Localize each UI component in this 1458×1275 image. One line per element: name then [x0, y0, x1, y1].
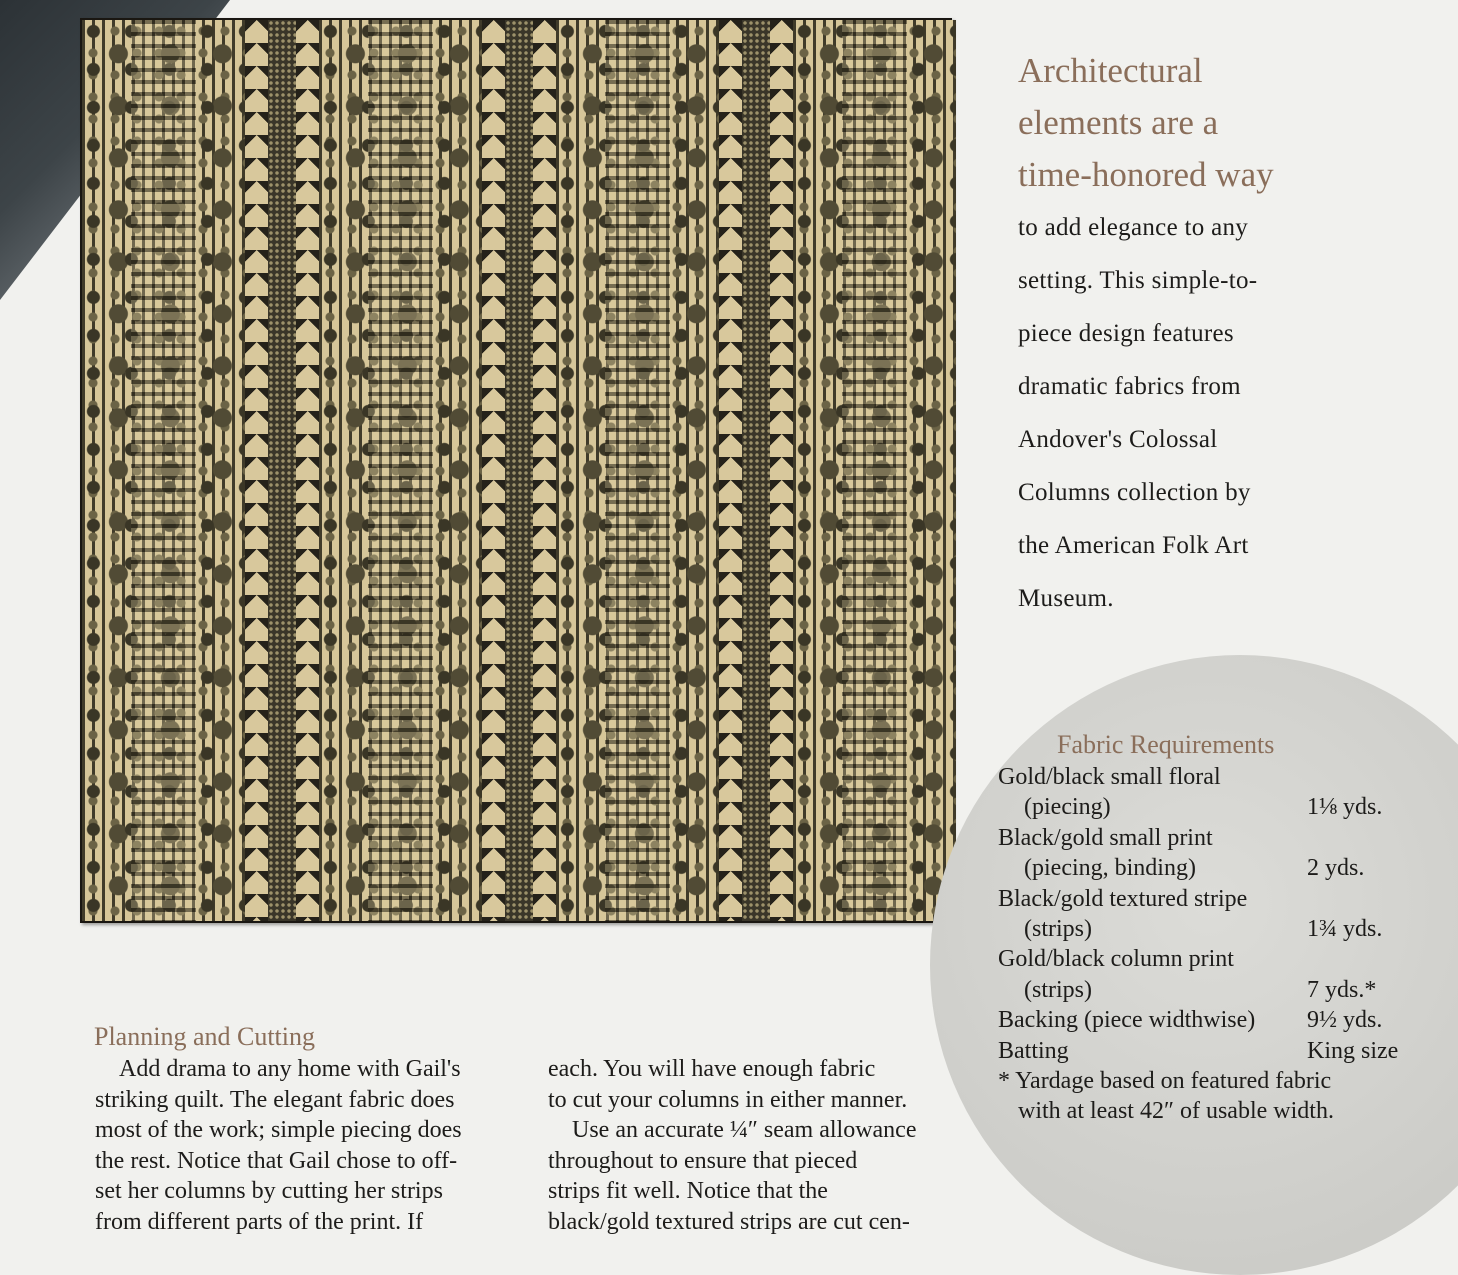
- body-column-right: [548, 1054, 978, 1238]
- intro-lead-line: elements are a: [1018, 103, 1219, 142]
- fabric-label: Gold/black column print: [998, 946, 1234, 973]
- body-line: Add drama to any home with Gail's: [119, 1056, 461, 1082]
- intro-body-line: to add elegance to any: [1018, 214, 1249, 241]
- fabric-rows: [998, 762, 1418, 1066]
- footnote-line: with at least 42″ of usable width.: [1018, 1098, 1334, 1125]
- column-print-strip: [319, 20, 482, 921]
- sawtooth-strip: [533, 20, 556, 921]
- body-line: from different parts of the print. If: [95, 1208, 424, 1235]
- fabric-row: [998, 762, 1418, 792]
- sawtooth-strip: [482, 20, 505, 921]
- fabric-label: Black/gold small print: [998, 824, 1213, 851]
- intro-text: [1018, 45, 1438, 625]
- fabric-quantity: 9½ yds.: [1307, 1007, 1383, 1034]
- body-line: set her columns by cutting her strips: [95, 1178, 443, 1205]
- footnote-line: * Yardage based on featured fabric: [998, 1067, 1332, 1094]
- fabric-row: [998, 944, 1418, 974]
- fabric-row: [998, 823, 1418, 853]
- fabric-quantity: King size: [1307, 1037, 1399, 1064]
- textured-stripe-strip: [505, 20, 533, 921]
- fabric-label: (piecing): [1024, 794, 1111, 821]
- body-line: strips fit well. Notice that the: [548, 1178, 828, 1205]
- section-title: Planning and Cutting: [94, 1022, 315, 1051]
- fabric-label: Backing (piece widthwise): [998, 1007, 1256, 1034]
- fabric-row: [998, 1005, 1418, 1035]
- body-line: the rest. Notice that Gail chose to off-: [95, 1147, 458, 1174]
- intro-lead-line: time-honored way: [1018, 155, 1274, 194]
- fabric-quantity: 1¾ yds.: [1307, 915, 1383, 942]
- fabric-footnote: [998, 1066, 1418, 1127]
- fabric-quantity: 1⅛ yds.: [1307, 794, 1383, 821]
- fabric-row: [998, 884, 1418, 914]
- intro-body-line: the American Folk Art: [1018, 532, 1249, 559]
- fabric-label: Black/gold textured stripe: [998, 885, 1248, 912]
- fabric-label: (piecing, binding): [1024, 855, 1196, 882]
- body-column-left: [95, 1054, 525, 1238]
- fabric-label: Batting: [998, 1037, 1069, 1064]
- intro-lead-line: Architectural: [1018, 51, 1203, 90]
- sawtooth-strip: [296, 20, 319, 921]
- intro-body-line: Andover's Colossal: [1018, 426, 1218, 453]
- fabric-quantity: 2 yds.: [1307, 855, 1365, 882]
- body-line: to cut your columns in either manner.: [548, 1086, 908, 1113]
- column-print-strip: [82, 20, 245, 921]
- body-line: striking quilt. The elegant fabric does: [95, 1086, 455, 1113]
- quilt-photo: [80, 18, 952, 923]
- sawtooth-strip: [770, 20, 793, 921]
- column-print-strip: [793, 20, 956, 921]
- fabric-requirements: [998, 730, 1418, 1127]
- intro-body-line: piece design features: [1018, 320, 1234, 347]
- intro-body-line: dramatic fabrics from: [1018, 373, 1241, 400]
- fabric-quantity: 7 yds.*: [1307, 976, 1377, 1003]
- sawtooth-strip: [719, 20, 742, 921]
- column-print-strip: [556, 20, 719, 921]
- fabric-row: [998, 792, 1418, 822]
- sawtooth-strip: [245, 20, 268, 921]
- fabric-label: Gold/black small floral: [998, 764, 1221, 790]
- fabric-requirements-title: Fabric Requirements: [1057, 730, 1275, 759]
- body-line: Use an accurate ¼″ seam allowance: [572, 1117, 917, 1144]
- intro-body-line: Museum.: [1018, 585, 1114, 612]
- intro-lead: [1018, 45, 1438, 201]
- intro-body: [1018, 201, 1438, 625]
- body-line: throughout to ensure that pieced: [548, 1147, 858, 1174]
- fabric-row: [998, 975, 1418, 1005]
- body-line: black/gold textured strips are cut cen-: [548, 1208, 910, 1235]
- body-line: most of the work; simple piecing does: [95, 1117, 462, 1144]
- fabric-label: (strips): [1024, 915, 1092, 942]
- textured-stripe-strip: [742, 20, 770, 921]
- fabric-row: [998, 914, 1418, 944]
- fabric-row: [998, 1036, 1418, 1066]
- intro-body-line: setting. This simple-to-: [1018, 267, 1258, 294]
- fabric-label: (strips): [1024, 976, 1092, 1003]
- textured-stripe-strip: [268, 20, 296, 921]
- fabric-row: [998, 853, 1418, 883]
- body-line: each. You will have enough fabric: [548, 1056, 876, 1082]
- intro-body-line: Columns collection by: [1018, 479, 1251, 506]
